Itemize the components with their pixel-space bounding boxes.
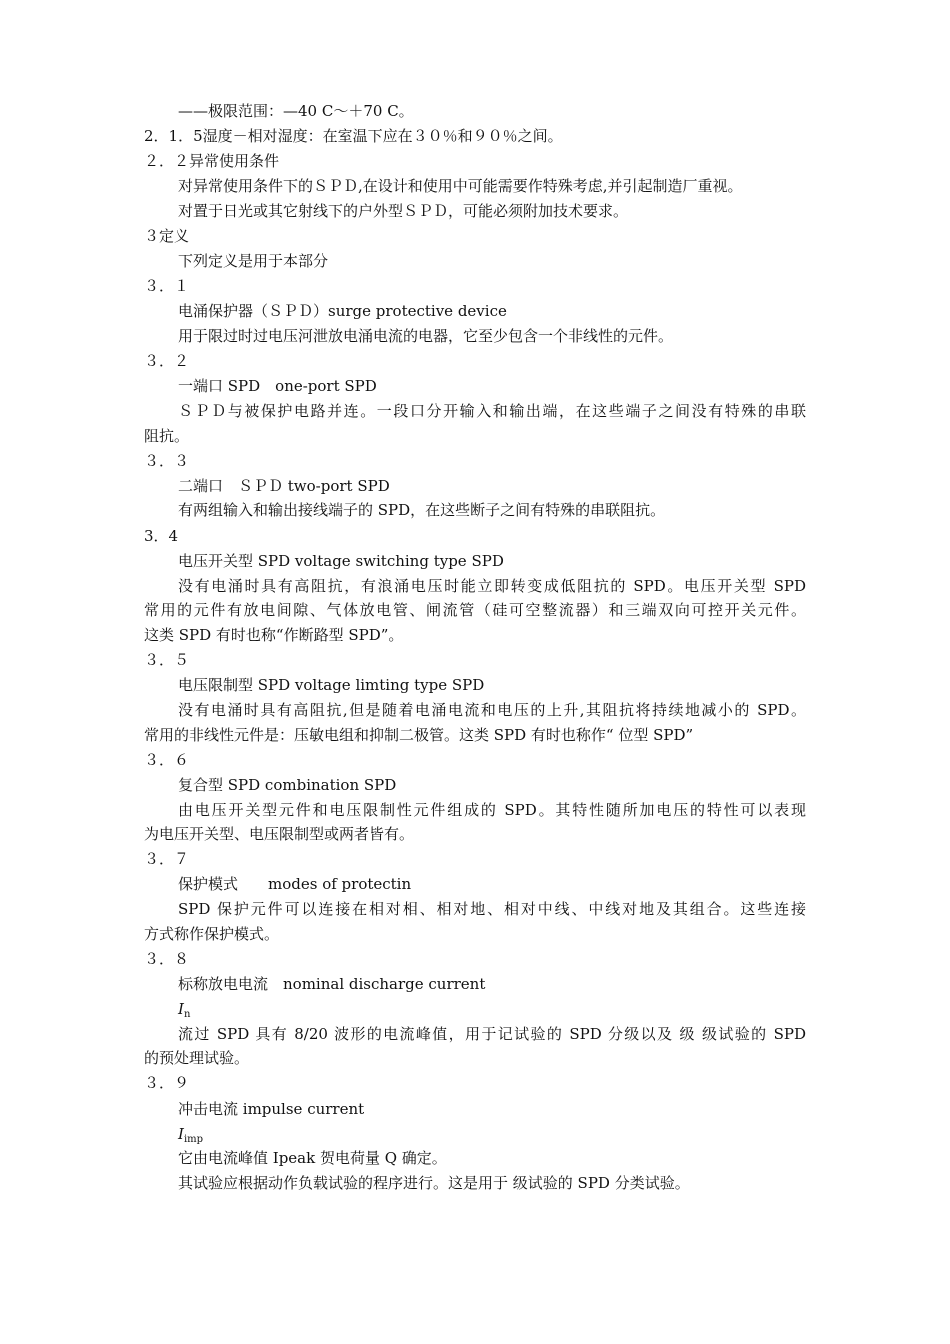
text-line: 常用的元件有放电间隙、气体放电管、闸流管（硅可空整流器）和三端双向可控开关元件。 [144,601,806,619]
text-line: 对异常使用条件下的ＳＰＤ,在设计和使用中可能需要作特殊考虑,并引起制造厂重视。 [178,177,743,195]
text-line: 其试验应根据动作负载试验的程序进行。这是用于 级试验的 SPD 分类试验。 [178,1174,690,1192]
text-line: 由电压开关型元件和电压限制性元件组成的 SPD。其特性随所加电压的特性可以表现 [178,801,806,819]
term-title: 标称放电电流 nominal discharge current [178,975,486,993]
text-line: 对置于日光或其它射线下的户外型ＳＰＤ，可能必须附加技术要求。 [178,202,629,220]
text-line: 为电压开关型、电压限制型或两者皆有。 [144,825,415,843]
text-line: 常用的非线性元件是：压敏电组和抑制二极管。这类 SPD 有时也称作“ 位型 SPD” [144,726,694,744]
term-title: 电涌保护器（ＳＰＤ）surge protective device [178,302,507,320]
text-line: 有两组输入和输出接线端子的 SPD，在这些断子之间有特殊的串联阻抗。 [178,501,666,519]
symbol-in: $I_n$ [178,1000,191,1020]
clause-number: ３．３ [144,452,190,470]
text-line: 2．1．5湿度－相对湿度：在室温下应在３０％和９０％之间。 [144,127,563,145]
clause-number: ３．９ [144,1074,190,1092]
text-line: 它由电流峰值 Ipeak 贺电荷量 Q 确定。 [178,1149,447,1167]
text-line: ＳＰＤ与被保护电路并连。一段口分开输入和输出端，在这些端子之间没有特殊的串联 [178,402,806,420]
clause-number: ３．５ [144,651,190,669]
clause-number: ３．８ [144,950,190,968]
section-heading: ３定义 [144,227,190,245]
section-heading: ２．２异常使用条件 [144,152,280,170]
term-title: 保护模式 modes of protectin [178,875,412,893]
term-title: 冲击电流 impulse current [178,1100,365,1118]
text-line: 这类 SPD 有时也称“作断路型 SPD”。 [144,626,404,644]
term-title: 电压开关型 SPD voltage switching type SPD [178,552,504,570]
symbol-imp: $I_{imp}$ [178,1125,204,1145]
term-title: 电压限制型 SPD voltage limting type SPD [178,676,485,694]
clause-number: 3．4 [144,527,179,545]
text-line: SPD 保护元件可以连接在相对相、相对地、相对中线、中线对地及其组合。这些连接 [178,900,806,918]
term-title: 一端口 SPD one-port SPD [178,377,377,395]
text-line: ——极限范围：—40 C～＋70 C。 [178,102,414,120]
term-title: 二端口 ＳＰＤ two-port SPD [178,477,390,495]
clause-number: ３．２ [144,352,190,370]
clause-number: ３．７ [144,850,190,868]
clause-number: ３．１ [144,277,190,295]
text-line: 用于限过时过电压河泄放电涌电流的电器，它至少包含一个非线性的元件。 [178,327,674,345]
text-line: 阻抗。 [144,427,190,445]
text-line: 的预处理试验。 [144,1049,250,1067]
text-line: 流过 SPD 具有 8/20 波形的电流峰值，用于记试验的 SPD 分级以及 级 级试验的 SPD [178,1025,806,1043]
text-line: 没有电涌时具有高阻抗,但是随着电涌电流和电压的上升,其阻抗将持续地减小的 SPD。 [178,701,806,719]
text-line: 没有电涌时具有高阻抗，有浪涌电压时能立即转变成低阻抗的 SPD。电压开关型 SPD [178,577,806,595]
text-line: 方式称作保护模式。 [144,925,280,943]
term-title: 复合型 SPD combination SPD [178,776,397,794]
text-line: 下列定义是用于本部分 [178,252,329,270]
clause-number: ３．６ [144,751,190,769]
